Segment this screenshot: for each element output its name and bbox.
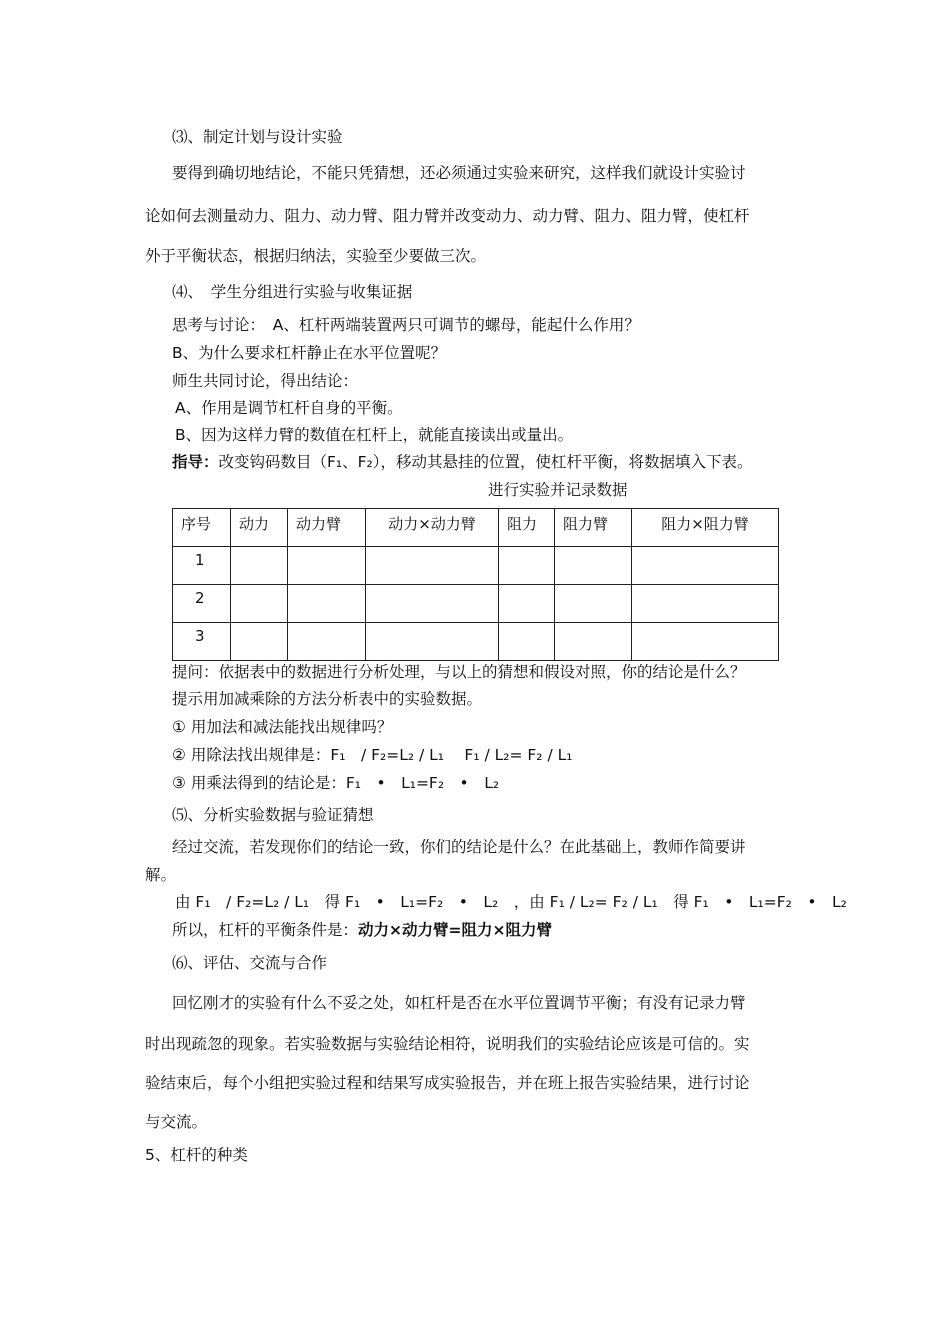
table-header-cell: 阻力 [499, 509, 555, 547]
table-header-cell: 动力×动力臂 [366, 509, 499, 547]
section-3-paragraph-line-1: 要得到确切地结论，不能只凭猜想，还必须通过实验来研究，这样我们就设计实验讨 [172, 164, 746, 182]
table-title: 进行实验并记录数据 [488, 481, 628, 499]
derivation-line: 由 F₁ / F₂=L₂ / L₁ 得 F₁ • L₁=F₂ • L₂ ，由 F₁ / L₂= F₂ / L₁ 得 F₁ • L₁=F₂ • L₂ [175, 893, 847, 911]
method-addition: ① 用加法和减法能找出规律吗？ [172, 718, 393, 736]
method-division: ② 用除法找出规律是：F₁ / F₂=L₂ / L₁ F₁ / L₂= F₂ / L₁ [172, 746, 573, 764]
table-header-cell: 阻力×阻力臂 [632, 509, 779, 547]
guide-label: 指导： [172, 453, 219, 471]
table-row [173, 585, 779, 623]
table-cell [366, 547, 499, 585]
balance-condition-line [172, 920, 552, 940]
table-cell [499, 585, 555, 623]
section-5-paragraph-line-1: 经过交流，若发现你们的结论一致，你们的结论是什么？在此基础上，教师作简要讲 [172, 838, 746, 856]
table-cell [366, 585, 499, 623]
table-header-cell: 动力 [231, 509, 288, 547]
section-6-heading-part-2: 交流与合作 [249, 954, 328, 972]
answer-a: A、作用是调节杠杆自身的平衡。 [175, 399, 403, 417]
section-6-paragraph-line-1: 回忆刚才的实验有什么不妥之处，如杠杆是否在水平位置调节平衡；有没有记录力臂 [172, 994, 746, 1012]
table-header-cell: 序号 [173, 509, 231, 547]
section-6-heading [172, 953, 327, 973]
section-5-paragraph-line-2: 解。 [145, 866, 177, 884]
table-cell [632, 585, 779, 623]
guide-text: 改变钩码数目（F₁、F₂），移动其悬挂的位置，使杠杆平衡，将数据填入下表。 [218, 453, 753, 471]
section-6-paragraph-line-4: 与交流。 [145, 1113, 208, 1131]
section-3-heading: ⑶、制定计划与设计实验 [172, 128, 343, 146]
table-cell [555, 585, 632, 623]
table-cell: 1 [173, 547, 231, 585]
think-discuss-question-a: 思考与讨论： A、杠杆两端装置两只可调节的螺母，能起什么作用？ [172, 316, 640, 334]
analysis-question: 提问：依据表中的数据进行分析处理，与以上的猜想和假设对照，你的结论是什么？ [172, 663, 746, 681]
balance-condition-prefix: 所以，杠杆的平衡条件是： [172, 921, 359, 939]
table-cell [366, 623, 499, 661]
question-b: B、为什么要求杠杆静止在水平位置呢？ [172, 344, 447, 362]
method-multiplication: ③ 用乘法得到的结论是：F₁ • L₁=F₂ • L₂ [172, 774, 500, 792]
table-cell [231, 585, 288, 623]
guide-line [172, 452, 753, 472]
section-5-heading: ⑸、分析实验数据与验证猜想 [172, 806, 374, 824]
table-cell [231, 547, 288, 585]
table-cell [288, 585, 366, 623]
table-cell [632, 547, 779, 585]
section-6-paragraph-line-2 [145, 1034, 750, 1054]
table-cell [288, 547, 366, 585]
table-header-cell: 动力臂 [288, 509, 366, 547]
table-cell: 3 [173, 623, 231, 661]
section-6-heading-part-1: ⑹、评估、 [172, 954, 250, 972]
section-3-paragraph-line-3: 外于平衡状态，根据归纳法，实验至少要做三次。 [145, 247, 487, 265]
analysis-hint: 提示用加减乘除的方法分析表中的实验数据。 [172, 690, 483, 708]
table-cell [555, 623, 632, 661]
section-3-paragraph-line-2: 论如何去测量动力、阻力、动力臂、阻力臂并改变动力、动力臂、阻力、阻力臂，使杠杆 [145, 207, 750, 225]
balance-condition-formula: 动力×动力臂=阻力×阻力臂 [358, 921, 552, 939]
section-7-heading: 5、杠杆的种类 [145, 1146, 248, 1164]
table-row [173, 623, 779, 661]
section-6-paragraph-line-3: 验结束后，每个小组把实验过程和结果写成实验报告，并在班上报告实验结果，进行讨论 [145, 1074, 750, 1092]
table-cell [231, 623, 288, 661]
table-header-row [173, 509, 779, 547]
table-cell [499, 547, 555, 585]
table-cell: 2 [173, 585, 231, 623]
section-4-heading: ⑷、 学生分组进行实验与收集证据 [172, 283, 413, 301]
discussion-intro: 师生共同讨论，得出结论： [172, 372, 359, 390]
table-cell [499, 623, 555, 661]
table-cell [555, 547, 632, 585]
answer-b: B、因为这样力臂的数值在杠杆上，就能直接读出或量出。 [175, 426, 574, 444]
table-row [173, 547, 779, 585]
table-cell [288, 623, 366, 661]
section-6-paragraph-line-2-part-2: 。若实验数据与实验结论相符，说明我们的实验结论应该是可信的。实 [269, 1035, 750, 1053]
table-header-cell: 阻力臂 [555, 509, 632, 547]
experiment-data-table [172, 508, 779, 661]
table-cell [632, 623, 779, 661]
section-6-paragraph-line-2-part-1: 时出现疏忽的现象 [145, 1035, 270, 1053]
